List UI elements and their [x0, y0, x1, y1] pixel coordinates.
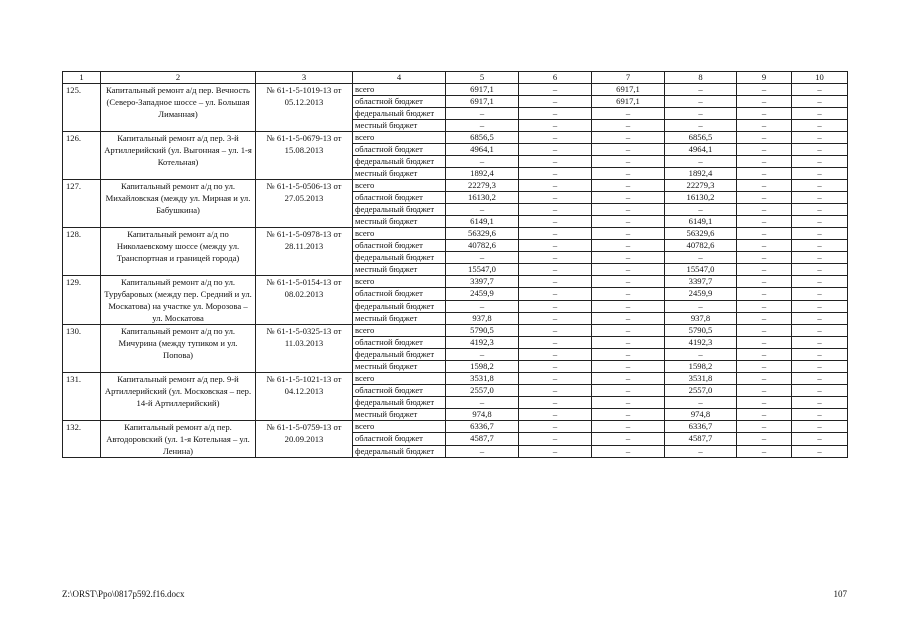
amount-cell-col-7: –	[592, 228, 665, 240]
object-name: Капитальный ремонт а/д по Николаевскому шоссе (между ул. Транспортная и границей города)	[101, 228, 256, 276]
funding-source: областной бюджет	[353, 433, 446, 445]
amount-cell-col-9: –	[737, 445, 792, 457]
amount-cell-col-6: –	[519, 240, 592, 252]
expertise-reference: № 61-1-5-0325-13 от 11.03.2013	[256, 325, 353, 373]
amount-cell-col-10: –	[792, 252, 848, 264]
amount-cell-col-6: –	[519, 168, 592, 180]
amount-cell-col-9: –	[737, 421, 792, 433]
amount-cell-col-6: –	[519, 120, 592, 132]
amount-cell-col-7: –	[592, 433, 665, 445]
funding-source: всего	[353, 373, 446, 385]
table-row	[63, 180, 848, 192]
amount-cell-col-6: –	[519, 252, 592, 264]
amount-cell-col-10: –	[792, 409, 848, 421]
budget-table	[62, 71, 848, 458]
amount-cell-col-8: 3397,7	[665, 276, 737, 288]
expertise-reference: № 61-1-5-0679-13 от 15.08.2013	[256, 132, 353, 180]
row-number: 128.	[63, 228, 101, 276]
amount-cell-col-7: 6917,1	[592, 84, 665, 96]
amount-cell-col-7: 6917,1	[592, 96, 665, 108]
amount-cell-col-7: –	[592, 361, 665, 373]
funding-source: областной бюджет	[353, 96, 446, 108]
amount-cell-col-8: –	[665, 445, 737, 457]
amount-cell-col-8: 4964,1	[665, 144, 737, 156]
amount-cell-col-5: –	[446, 349, 519, 361]
amount-cell-col-6: –	[519, 288, 592, 300]
amount-cell-col-9: –	[737, 337, 792, 349]
object-name: Капитальный ремонт а/д по ул. Мичурина (между тупиком и ул. Попова)	[101, 325, 256, 373]
amount-cell-col-5: 6917,1	[446, 84, 519, 96]
amount-cell-col-10: –	[792, 337, 848, 349]
amount-cell-col-6: –	[519, 204, 592, 216]
amount-cell-col-5: 22279,3	[446, 180, 519, 192]
column-header-9: 9	[737, 72, 792, 84]
amount-cell-col-7: –	[592, 144, 665, 156]
amount-cell-col-8: –	[665, 252, 737, 264]
expertise-reference: № 61-1-5-1019-13 от 05.12.2013	[256, 84, 353, 132]
amount-cell-col-10: –	[792, 300, 848, 312]
amount-cell-col-6: –	[519, 337, 592, 349]
amount-cell-col-6: –	[519, 264, 592, 276]
amount-cell-col-9: –	[737, 120, 792, 132]
column-header-5: 5	[446, 72, 519, 84]
funding-source: всего	[353, 84, 446, 96]
footer-file-path: Z:\ORST\Ppo\0817p592.f16.docx	[62, 589, 185, 599]
funding-source: федеральный бюджет	[353, 252, 446, 264]
row-number: 126.	[63, 132, 101, 180]
amount-cell-col-6: –	[519, 276, 592, 288]
amount-cell-col-9: –	[737, 312, 792, 324]
amount-cell-col-8: 6856,5	[665, 132, 737, 144]
funding-source: всего	[353, 132, 446, 144]
amount-cell-col-10: –	[792, 168, 848, 180]
amount-cell-col-8: –	[665, 108, 737, 120]
amount-cell-col-8: 16130,2	[665, 192, 737, 204]
column-header-7: 7	[592, 72, 665, 84]
expertise-reference: № 61-1-5-0978-13 от 28.11.2013	[256, 228, 353, 276]
amount-cell-col-9: –	[737, 397, 792, 409]
amount-cell-col-9: –	[737, 385, 792, 397]
amount-cell-col-5: 2459,9	[446, 288, 519, 300]
funding-source: федеральный бюджет	[353, 204, 446, 216]
amount-cell-col-6: –	[519, 132, 592, 144]
amount-cell-col-5: 4587,7	[446, 433, 519, 445]
amount-cell-col-10: –	[792, 240, 848, 252]
funding-source: местный бюджет	[353, 409, 446, 421]
amount-cell-col-8: –	[665, 349, 737, 361]
amount-cell-col-10: –	[792, 361, 848, 373]
amount-cell-col-8: 974,8	[665, 409, 737, 421]
column-header-4: 4	[353, 72, 446, 84]
amount-cell-col-5: –	[446, 252, 519, 264]
object-name: Капитальный ремонт а/д пер. 9-й Артиллерийский (ул. Московская – пер. 14-й Артиллерийский)	[101, 373, 256, 421]
funding-source: местный бюджет	[353, 361, 446, 373]
amount-cell-col-10: –	[792, 433, 848, 445]
amount-cell-col-8: 2557,0	[665, 385, 737, 397]
amount-cell-col-8: 22279,3	[665, 180, 737, 192]
amount-cell-col-5: 4964,1	[446, 144, 519, 156]
expertise-reference: № 61-1-5-0759-13 от 20.09.2013	[256, 421, 353, 458]
amount-cell-col-8: –	[665, 120, 737, 132]
amount-cell-col-9: –	[737, 180, 792, 192]
column-header-8: 8	[665, 72, 737, 84]
amount-cell-col-5: 6917,1	[446, 96, 519, 108]
amount-cell-col-7: –	[592, 156, 665, 168]
amount-cell-col-10: –	[792, 204, 848, 216]
amount-cell-col-10: –	[792, 108, 848, 120]
amount-cell-col-8: 3531,8	[665, 373, 737, 385]
amount-cell-col-5: 974,8	[446, 409, 519, 421]
amount-cell-col-10: –	[792, 84, 848, 96]
amount-cell-col-6: –	[519, 84, 592, 96]
amount-cell-col-10: –	[792, 397, 848, 409]
amount-cell-col-5: –	[446, 120, 519, 132]
table-row	[63, 421, 848, 433]
funding-source: местный бюджет	[353, 216, 446, 228]
funding-source: всего	[353, 421, 446, 433]
amount-cell-col-8: –	[665, 156, 737, 168]
amount-cell-col-9: –	[737, 276, 792, 288]
amount-cell-col-9: –	[737, 300, 792, 312]
funding-source: федеральный бюджет	[353, 445, 446, 457]
amount-cell-col-10: –	[792, 156, 848, 168]
amount-cell-col-8: 6149,1	[665, 216, 737, 228]
row-number: 130.	[63, 325, 101, 373]
amount-cell-col-10: –	[792, 96, 848, 108]
column-header-2: 2	[101, 72, 256, 84]
amount-cell-col-9: –	[737, 252, 792, 264]
amount-cell-col-9: –	[737, 204, 792, 216]
amount-cell-col-5: 56329,6	[446, 228, 519, 240]
funding-source: областной бюджет	[353, 288, 446, 300]
amount-cell-col-6: –	[519, 361, 592, 373]
header-row	[63, 72, 848, 84]
funding-source: местный бюджет	[353, 264, 446, 276]
amount-cell-col-10: –	[792, 325, 848, 337]
amount-cell-col-7: –	[592, 180, 665, 192]
amount-cell-col-9: –	[737, 288, 792, 300]
amount-cell-col-5: –	[446, 445, 519, 457]
amount-cell-col-8: 2459,9	[665, 288, 737, 300]
table-row	[63, 325, 848, 337]
amount-cell-col-10: –	[792, 276, 848, 288]
column-header-10: 10	[792, 72, 848, 84]
table-row	[63, 132, 848, 144]
amount-cell-col-8: 56329,6	[665, 228, 737, 240]
row-number: 129.	[63, 276, 101, 325]
amount-cell-col-10: –	[792, 132, 848, 144]
amount-cell-col-5: 937,8	[446, 312, 519, 324]
amount-cell-col-7: –	[592, 312, 665, 324]
amount-cell-col-8: –	[665, 96, 737, 108]
object-name: Капитальный ремонт а/д по ул. Михайловская (между ул. Мирная и ул. Бабушкина)	[101, 180, 256, 228]
row-number: 131.	[63, 373, 101, 421]
funding-source: всего	[353, 276, 446, 288]
table-row	[63, 228, 848, 240]
amount-cell-col-8: –	[665, 84, 737, 96]
amount-cell-col-6: –	[519, 421, 592, 433]
amount-cell-col-5: 16130,2	[446, 192, 519, 204]
amount-cell-col-7: –	[592, 204, 665, 216]
amount-cell-col-7: –	[592, 349, 665, 361]
amount-cell-col-9: –	[737, 84, 792, 96]
amount-cell-col-10: –	[792, 288, 848, 300]
amount-cell-col-9: –	[737, 168, 792, 180]
amount-cell-col-7: –	[592, 132, 665, 144]
amount-cell-col-5: –	[446, 397, 519, 409]
amount-cell-col-8: –	[665, 204, 737, 216]
amount-cell-col-6: –	[519, 349, 592, 361]
amount-cell-col-9: –	[737, 132, 792, 144]
funding-source: областной бюджет	[353, 144, 446, 156]
amount-cell-col-7: –	[592, 264, 665, 276]
amount-cell-col-9: –	[737, 192, 792, 204]
funding-source: местный бюджет	[353, 120, 446, 132]
table-row	[63, 276, 848, 288]
amount-cell-col-7: –	[592, 168, 665, 180]
amount-cell-col-5: 1598,2	[446, 361, 519, 373]
amount-cell-col-6: –	[519, 216, 592, 228]
amount-cell-col-9: –	[737, 108, 792, 120]
funding-source: областной бюджет	[353, 337, 446, 349]
amount-cell-col-7: –	[592, 373, 665, 385]
amount-cell-col-8: 5790,5	[665, 325, 737, 337]
amount-cell-col-8: 1598,2	[665, 361, 737, 373]
amount-cell-col-7: –	[592, 276, 665, 288]
amount-cell-col-7: –	[592, 421, 665, 433]
amount-cell-col-10: –	[792, 385, 848, 397]
amount-cell-col-10: –	[792, 180, 848, 192]
amount-cell-col-5: 15547,0	[446, 264, 519, 276]
amount-cell-col-9: –	[737, 433, 792, 445]
row-number: 132.	[63, 421, 101, 458]
amount-cell-col-7: –	[592, 445, 665, 457]
amount-cell-col-9: –	[737, 264, 792, 276]
funding-source: всего	[353, 325, 446, 337]
amount-cell-col-10: –	[792, 445, 848, 457]
object-name: Капитальный ремонт а/д пер. 3-й Артиллерийский (ул. Выгонная – ул. 1-я Котельная)	[101, 132, 256, 180]
row-number: 127.	[63, 180, 101, 228]
amount-cell-col-7: –	[592, 385, 665, 397]
amount-cell-col-10: –	[792, 373, 848, 385]
funding-source: областной бюджет	[353, 240, 446, 252]
amount-cell-col-5: 6336,7	[446, 421, 519, 433]
amount-cell-col-5: 40782,6	[446, 240, 519, 252]
object-name: Капитальный ремонт а/д пер. Автодоровский (ул. 1-я Котельная – ул. Ленина)	[101, 421, 256, 458]
amount-cell-col-9: –	[737, 349, 792, 361]
amount-cell-col-6: –	[519, 192, 592, 204]
amount-cell-col-10: –	[792, 349, 848, 361]
amount-cell-col-8: –	[665, 300, 737, 312]
amount-cell-col-5: –	[446, 108, 519, 120]
funding-source: областной бюджет	[353, 192, 446, 204]
amount-cell-col-9: –	[737, 373, 792, 385]
amount-cell-col-7: –	[592, 397, 665, 409]
amount-cell-col-7: –	[592, 120, 665, 132]
amount-cell-col-7: –	[592, 216, 665, 228]
amount-cell-col-6: –	[519, 228, 592, 240]
amount-cell-col-9: –	[737, 216, 792, 228]
object-name: Капитальный ремонт а/д пер. Вечность (Северо-Западное шоссе – ул. Большая Лиманная)	[101, 84, 256, 132]
amount-cell-col-10: –	[792, 192, 848, 204]
amount-cell-col-5: –	[446, 300, 519, 312]
amount-cell-col-9: –	[737, 325, 792, 337]
amount-cell-col-10: –	[792, 312, 848, 324]
amount-cell-col-6: –	[519, 312, 592, 324]
column-header-1: 1	[63, 72, 101, 84]
amount-cell-col-5: 6856,5	[446, 132, 519, 144]
expertise-reference: № 61-1-5-0154-13 от 08.02.2013	[256, 276, 353, 325]
amount-cell-col-10: –	[792, 264, 848, 276]
amount-cell-col-8: 937,8	[665, 312, 737, 324]
amount-cell-col-7: –	[592, 288, 665, 300]
amount-cell-col-6: –	[519, 180, 592, 192]
amount-cell-col-9: –	[737, 228, 792, 240]
amount-cell-col-8: 6336,7	[665, 421, 737, 433]
funding-source: федеральный бюджет	[353, 300, 446, 312]
amount-cell-col-10: –	[792, 120, 848, 132]
page-number: 107	[833, 589, 847, 599]
amount-cell-col-5: 4192,3	[446, 337, 519, 349]
amount-cell-col-5: 2557,0	[446, 385, 519, 397]
amount-cell-col-6: –	[519, 325, 592, 337]
funding-source: местный бюджет	[353, 312, 446, 324]
amount-cell-col-7: –	[592, 409, 665, 421]
amount-cell-col-5: 3531,8	[446, 373, 519, 385]
funding-source: федеральный бюджет	[353, 349, 446, 361]
amount-cell-col-6: –	[519, 108, 592, 120]
amount-cell-col-10: –	[792, 421, 848, 433]
amount-cell-col-8: 4192,3	[665, 337, 737, 349]
object-name: Капитальный ремонт а/д по ул. Турубаровых (между пер. Средний и ул. Москатова) на участке ул. Морозова – ул. Москатова	[101, 276, 256, 325]
amount-cell-col-9: –	[737, 240, 792, 252]
funding-source: федеральный бюджет	[353, 156, 446, 168]
amount-cell-col-9: –	[737, 156, 792, 168]
amount-cell-col-5: –	[446, 204, 519, 216]
amount-cell-col-9: –	[737, 361, 792, 373]
amount-cell-col-8: 15547,0	[665, 264, 737, 276]
amount-cell-col-6: –	[519, 300, 592, 312]
amount-cell-col-8: 40782,6	[665, 240, 737, 252]
amount-cell-col-7: –	[592, 252, 665, 264]
amount-cell-col-6: –	[519, 156, 592, 168]
amount-cell-col-7: –	[592, 192, 665, 204]
amount-cell-col-5: 5790,5	[446, 325, 519, 337]
amount-cell-col-6: –	[519, 385, 592, 397]
table-header	[63, 72, 848, 84]
funding-source: всего	[353, 180, 446, 192]
amount-cell-col-5: –	[446, 156, 519, 168]
amount-cell-col-6: –	[519, 96, 592, 108]
amount-cell-col-7: –	[592, 108, 665, 120]
amount-cell-col-6: –	[519, 144, 592, 156]
column-header-3: 3	[256, 72, 353, 84]
amount-cell-col-8: 1892,4	[665, 168, 737, 180]
expertise-reference: № 61-1-5-1021-13 от 04.12.2013	[256, 373, 353, 421]
funding-source: местный бюджет	[353, 168, 446, 180]
amount-cell-col-9: –	[737, 96, 792, 108]
amount-cell-col-6: –	[519, 397, 592, 409]
amount-cell-col-7: –	[592, 325, 665, 337]
table-row	[63, 373, 848, 385]
amount-cell-col-8: 4587,7	[665, 433, 737, 445]
funding-source: всего	[353, 228, 446, 240]
funding-source: областной бюджет	[353, 385, 446, 397]
amount-cell-col-10: –	[792, 228, 848, 240]
amount-cell-col-6: –	[519, 373, 592, 385]
amount-cell-col-10: –	[792, 216, 848, 228]
amount-cell-col-7: –	[592, 337, 665, 349]
column-header-6: 6	[519, 72, 592, 84]
amount-cell-col-6: –	[519, 445, 592, 457]
funding-source: федеральный бюджет	[353, 108, 446, 120]
expertise-reference: № 61-1-5-0506-13 от 27.05.2013	[256, 180, 353, 228]
amount-cell-col-5: 1892,4	[446, 168, 519, 180]
amount-cell-col-6: –	[519, 409, 592, 421]
amount-cell-col-8: –	[665, 397, 737, 409]
table-row	[63, 84, 848, 96]
amount-cell-col-5: 6149,1	[446, 216, 519, 228]
amount-cell-col-10: –	[792, 144, 848, 156]
table-body	[63, 84, 848, 458]
amount-cell-col-6: –	[519, 433, 592, 445]
amount-cell-col-9: –	[737, 409, 792, 421]
amount-cell-col-5: 3397,7	[446, 276, 519, 288]
row-number: 125.	[63, 84, 101, 132]
amount-cell-col-9: –	[737, 144, 792, 156]
funding-source: федеральный бюджет	[353, 397, 446, 409]
amount-cell-col-7: –	[592, 300, 665, 312]
amount-cell-col-7: –	[592, 240, 665, 252]
